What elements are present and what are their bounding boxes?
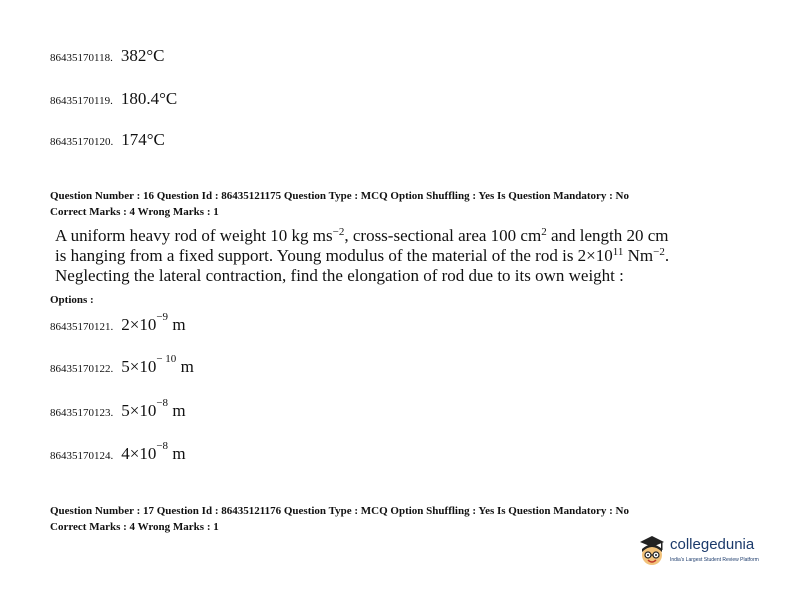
option-id: 86435170123. (50, 407, 114, 419)
marks-meta: Correct Marks : 4 Wrong Marks : 1 (50, 206, 219, 218)
option-row (50, 353, 194, 377)
option-id: 86435170121. (50, 321, 114, 333)
option-row (50, 311, 186, 335)
option-value: $2\times 10^{-9}$ m (121, 311, 186, 334)
question-line-1: A uniform heavy rod of weight 10 kg $ms^{-2}$, cross-sectional area 100 $cm^2$ and length 20 cm (55, 226, 669, 245)
option-value: $5\times 10^{-8}$ m (121, 397, 186, 420)
option-row (50, 89, 177, 109)
question-line-2: is hanging from a fixed support. Young modulus of the material of the rod is $2\times 10^{11}$ $Nm^{-2}$. (55, 246, 670, 265)
question-line-3: Neglecting the lateral contraction, find the elongation of rod due to its own weight : (55, 266, 624, 285)
option-value: 180.4°C (120, 89, 178, 108)
marks-meta: Correct Marks : 4 Wrong Marks : 1 (50, 521, 219, 533)
option-value: $4\times 10^{-8}$ m (121, 440, 186, 463)
question-meta: Question Number : 16 Question Id : 86435121175 Question Type : MCQ Option Shuffling : Yes Is Question Mandatory : No (50, 190, 629, 202)
exponent: 11 (612, 246, 624, 258)
exponent: −2 (332, 226, 345, 238)
option-value: 174°C (121, 130, 165, 149)
question-text (55, 226, 669, 286)
option-id: 86435170118. (50, 52, 113, 64)
option-id: 86435170122. (50, 363, 114, 375)
graduate-mascot-icon (636, 534, 668, 570)
option-id: 86435170124. (50, 450, 114, 462)
logo-tagline: India's Largest Student Review Platform (670, 557, 759, 563)
option-row (50, 397, 186, 421)
exponent: 2 (541, 226, 547, 238)
option-value: 382°C (120, 46, 165, 65)
options-label: Options : (50, 294, 94, 306)
option-id: 86435170119. (50, 95, 113, 107)
question-meta: Question Number : 17 Question Id : 86435121176 Question Type : MCQ Option Shuffling : Yes Is Question Mandatory : No (50, 505, 629, 517)
collegedunia-logo (636, 532, 766, 572)
option-id: 86435170120. (50, 136, 114, 148)
logo-text: collegedunia (670, 536, 755, 553)
option-row (50, 130, 165, 150)
option-row (50, 46, 164, 66)
option-value: $5\times 10^{- 10}$ m (121, 353, 194, 376)
option-row (50, 440, 186, 464)
exponent: −2 (653, 246, 665, 258)
